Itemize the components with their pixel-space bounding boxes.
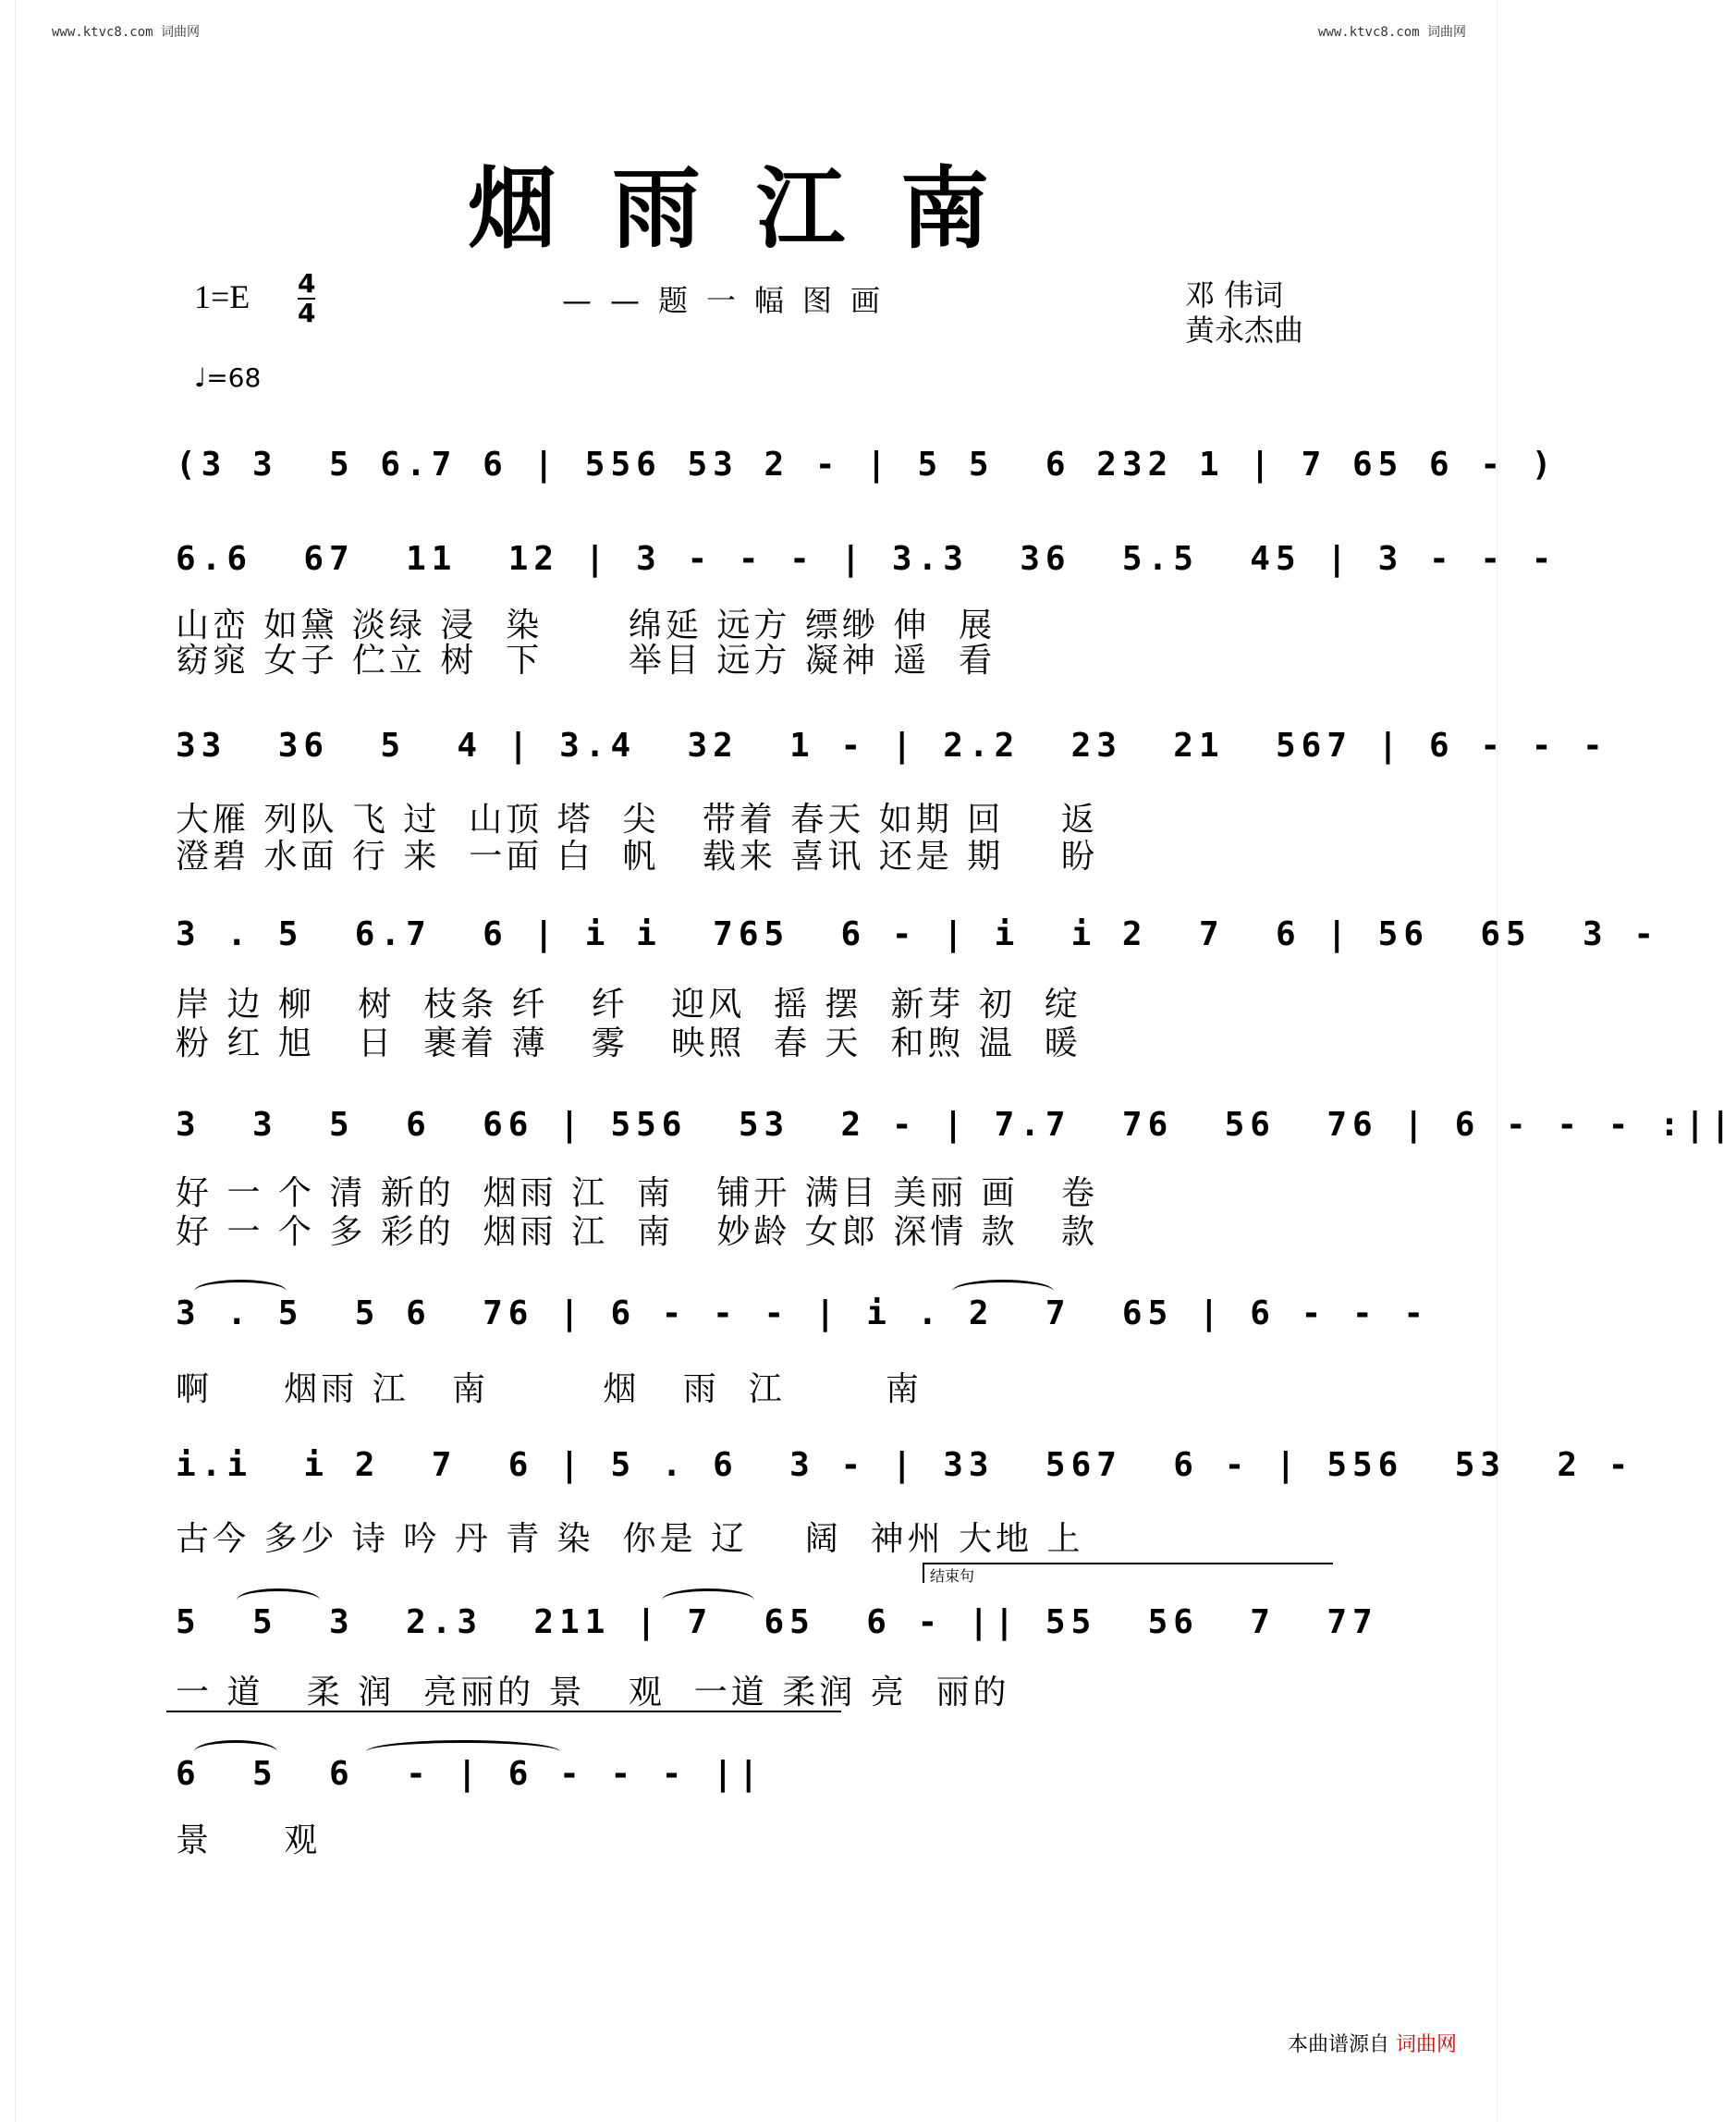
lyrics-row-7: 古今 多少 诗 吟 丹 青 染 你是 辽 阔 神州 大地 上 [176, 1520, 1084, 1558]
notation-row-4 [176, 915, 1660, 980]
ending-label: 结束句 [930, 1567, 975, 1585]
lyrics-row-5-verse-2: 好 一 个 多 彩的 烟雨 江 南 妙龄 女郎 深情 款 款 [176, 1213, 1098, 1251]
lyrics-row-2-verse-2: 窈窕 女子 伫立 树 下 举目 远方 凝神 遥 看 [176, 642, 996, 680]
notes: 3 . 5 6.7 6 | i i 765 6 - | i i 2 7 6 | 56 65 3 - [176, 915, 1660, 953]
lyrics-row-3-verse-1: 大雁 列队 飞 过 山顶 塔 尖 带着 春天 如期 回 返 [176, 801, 1098, 839]
notation-row-8 [176, 1603, 1378, 1668]
song-title: 烟雨江南 [468, 156, 1045, 261]
notes: 5 5 3 2.3 211 | 7 65 6 - || 55 56 7 77 [176, 1603, 1378, 1641]
notes: 6 5 6 - | 6 - - - || [176, 1755, 764, 1793]
notation-row-5 [176, 1106, 1736, 1171]
source-text: 本曲谱源自 [1287, 2033, 1389, 2056]
lyrics-row-4-verse-2: 粉 红 旭 日 裹着 薄 雾 映照 春 天 和煦 温 暖 [176, 1024, 1082, 1062]
lyrics-row-4-verse-1: 岸 边 柳 树 枝条 纤 纤 迎风 摇 摆 新芽 初 绽 [176, 986, 1082, 1024]
lyricist: 邓 伟词 [1185, 277, 1284, 313]
ending-bracket [923, 1563, 1333, 1583]
lyrics-row-2-verse-1: 山峦 如黛 淡绿 浸 染 绵延 远方 缥缈 伸 展 [176, 607, 996, 644]
notation-row-3 [176, 727, 1608, 791]
key-signature: 1=E [194, 278, 251, 315]
source-brand[interactable]: 词曲网 [1395, 2033, 1457, 2056]
notation-row-6 [176, 1294, 1430, 1359]
notes: 3 . 5 5 6 76 | 6 - - - | i . 2 7 65 | 6 - - - [176, 1294, 1430, 1332]
side-watermark-left [0, 0, 16, 2122]
side-watermark-right [1497, 0, 1512, 2122]
composer: 黄永杰曲 [1185, 313, 1304, 348]
credits [1185, 277, 1303, 348]
coda-bracket-line [166, 1711, 841, 1712]
notation-row-9 [176, 1755, 1331, 1820]
notes: 6.6 67 11 12 | 3 - - - | 3.3 36 5.5 45 | 3 - - - [176, 540, 1558, 578]
notes: 33 36 5 4 | 3.4 32 1 - | 2.2 23 21 567 | 6 - - - [176, 727, 1608, 765]
lyrics-row-6: 啊 烟雨 江 南 烟 雨 江 南 [176, 1370, 923, 1408]
lyrics-row-9: 景 观 [176, 1821, 322, 1859]
lyrics-row-5-verse-1: 好 一 个 清 新的 烟雨 江 南 铺开 满目 美丽 画 卷 [176, 1174, 1098, 1212]
time-signature-top: 4 [298, 268, 316, 299]
lyrics-row-3-verse-2: 澄碧 水面 行 来 一面 白 帆 载来 喜讯 还是 期 盼 [176, 838, 1098, 876]
notes: (3 3 5 6.7 6 | 556 53 2 - | 5 5 6 232 1 | 7 65 6 - ) [176, 446, 1558, 484]
subtitle: ——题一幅图画 [562, 283, 899, 318]
header-left-watermark: www.ktvc8.com 词曲网 [52, 25, 201, 40]
tempo-marking: ♩=68 [194, 362, 262, 393]
time-signature [298, 270, 315, 327]
notes: i.i i 2 7 6 | 5 . 6 3 - | 33 567 6 - | 556 53 2 - [176, 1446, 1634, 1484]
notation-row-2 [176, 540, 1558, 605]
time-signature-bottom: 4 [298, 298, 316, 328]
notes: 3 3 5 6 66 | 556 53 2 - | 7.7 76 56 76 | 6 - - - :|| [176, 1106, 1736, 1144]
source-credit [1288, 2029, 1457, 2057]
notation-row-7 [176, 1446, 1634, 1511]
notation-row-1 [176, 446, 1558, 510]
header-right-watermark: www.ktvc8.com 词曲网 [1317, 25, 1466, 40]
lyrics-row-8: 一 道 柔 润 亮丽的 景 观 一道 柔润 亮 丽的 [176, 1674, 1010, 1711]
